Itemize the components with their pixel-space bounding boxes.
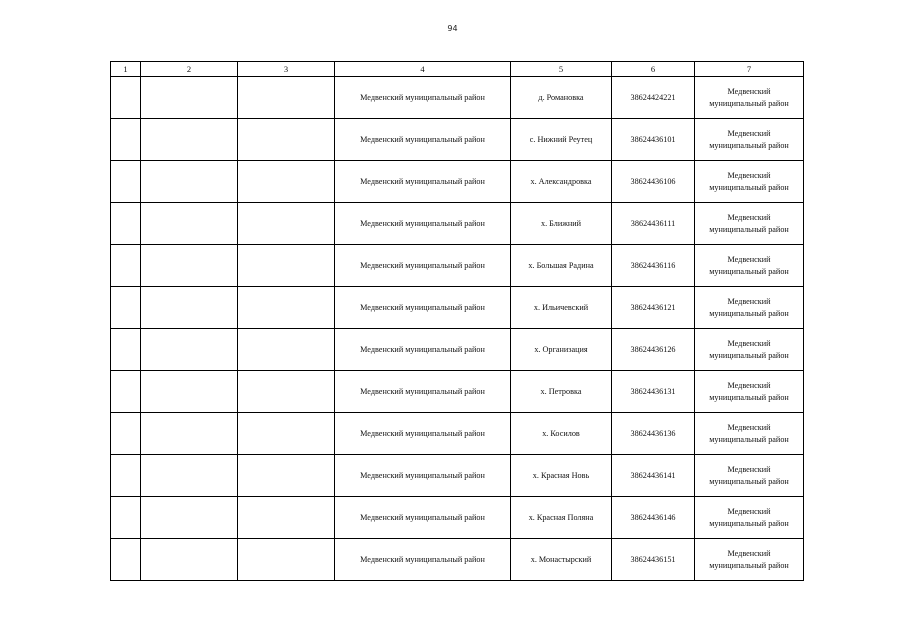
table-cell-c5: х. Большая Радина (511, 245, 612, 287)
table-cell-c6: 38624436126 (612, 329, 695, 371)
table-cell-c6: 38624436146 (612, 497, 695, 539)
table-cell-c4: Медвенский муниципальный район (335, 413, 511, 455)
cell-line: Медвенский (727, 548, 771, 558)
table-cell-c5: х. Красная Поляна (511, 497, 612, 539)
table-row (111, 287, 804, 329)
table-cell-c4: Медвенский муниципальный район (335, 539, 511, 581)
table-row (111, 77, 804, 119)
table-cell-c7 (695, 245, 804, 287)
table-cell-c1 (111, 413, 141, 455)
table-cell-c7 (695, 287, 804, 329)
table-cell-c2 (141, 371, 238, 413)
table-row (111, 539, 804, 581)
table-cell-c3 (238, 329, 335, 371)
table-cell-c5: х. Красная Новь (511, 455, 612, 497)
table-cell-c7 (695, 161, 804, 203)
table-cell-c4: Медвенский муниципальный район (335, 77, 511, 119)
table-row (111, 329, 804, 371)
table-cell-c4: Медвенский муниципальный район (335, 245, 511, 287)
cell-line: муниципальный район (709, 392, 789, 402)
table-cell-c2 (141, 287, 238, 329)
table-cell-c7 (695, 329, 804, 371)
cell-line: муниципальный район (709, 434, 789, 444)
cell-line: муниципальный район (709, 98, 789, 108)
table-cell-c6: 38624436121 (612, 287, 695, 329)
column-header: 3 (238, 62, 335, 77)
table-cell-c6: 38624436131 (612, 371, 695, 413)
cell-line: Медвенский (727, 86, 771, 96)
table-row (111, 455, 804, 497)
table-cell-c4: Медвенский муниципальный район (335, 497, 511, 539)
page-number: 94 (447, 24, 458, 33)
cell-line: муниципальный район (709, 350, 789, 360)
column-header: 6 (612, 62, 695, 77)
table-row (111, 371, 804, 413)
table-row (111, 161, 804, 203)
cell-line: муниципальный район (709, 140, 789, 150)
table-row (111, 413, 804, 455)
table-cell-c2 (141, 329, 238, 371)
table-cell-c7 (695, 497, 804, 539)
table-cell-c3 (238, 161, 335, 203)
registry-table (110, 61, 804, 581)
cell-line: муниципальный район (709, 476, 789, 486)
table-cell-c3 (238, 77, 335, 119)
table-cell-c4: Медвенский муниципальный район (335, 455, 511, 497)
column-header: 5 (511, 62, 612, 77)
cell-line: Медвенский (727, 338, 771, 348)
table-cell-c6: 38624436101 (612, 119, 695, 161)
table-cell-c2 (141, 161, 238, 203)
table-cell-c5: с. Нижний Реутец (511, 119, 612, 161)
table-cell-c4: Медвенский муниципальный район (335, 329, 511, 371)
table-cell-c3 (238, 119, 335, 161)
table-cell-c4: Медвенский муниципальный район (335, 371, 511, 413)
table-cell-c6: 38624436141 (612, 455, 695, 497)
table-cell-c6: 38624424221 (612, 77, 695, 119)
table-cell-c1 (111, 539, 141, 581)
cell-line: Медвенский (727, 464, 771, 474)
cell-line: Медвенский (727, 422, 771, 432)
table-cell-c7 (695, 413, 804, 455)
cell-line: муниципальный район (709, 308, 789, 318)
table-cell-c4: Медвенский муниципальный район (335, 203, 511, 245)
table-cell-c3 (238, 287, 335, 329)
table-cell-c1 (111, 245, 141, 287)
table-cell-c1 (111, 371, 141, 413)
table-row (111, 245, 804, 287)
table-cell-c1 (111, 203, 141, 245)
table-cell-c3 (238, 203, 335, 245)
cell-line: муниципальный район (709, 518, 789, 528)
table-cell-c3 (238, 245, 335, 287)
table-cell-c5: х. Организация (511, 329, 612, 371)
table-cell-c5: д. Романовка (511, 77, 612, 119)
cell-line: Медвенский (727, 380, 771, 390)
cell-line: Медвенский (727, 128, 771, 138)
cell-line: Медвенский (727, 254, 771, 264)
cell-line: муниципальный район (709, 224, 789, 234)
table-cell-c2 (141, 539, 238, 581)
cell-line: Медвенский (727, 212, 771, 222)
cell-line: Медвенский (727, 296, 771, 306)
table-cell-c5: х. Монастырский (511, 539, 612, 581)
table-cell-c7 (695, 203, 804, 245)
table-cell-c2 (141, 203, 238, 245)
table-cell-c6: 38624436116 (612, 245, 695, 287)
table-cell-c1 (111, 329, 141, 371)
cell-line: муниципальный район (709, 560, 789, 570)
table-cell-c6: 38624436136 (612, 413, 695, 455)
cell-line: Медвенский (727, 506, 771, 516)
table-cell-c1 (111, 77, 141, 119)
table-cell-c5: х. Косилов (511, 413, 612, 455)
table-cell-c2 (141, 413, 238, 455)
table-cell-c5: х. Петровка (511, 371, 612, 413)
table-header-row (111, 62, 804, 77)
table-cell-c3 (238, 539, 335, 581)
table-cell-c3 (238, 455, 335, 497)
table-cell-c1 (111, 161, 141, 203)
table-cell-c3 (238, 371, 335, 413)
table-cell-c2 (141, 119, 238, 161)
table-cell-c2 (141, 497, 238, 539)
table-row (111, 497, 804, 539)
cell-line: Медвенский (727, 170, 771, 180)
cell-line: муниципальный район (709, 266, 789, 276)
table-cell-c1 (111, 119, 141, 161)
table-cell-c6: 38624436106 (612, 161, 695, 203)
column-header: 1 (111, 62, 141, 77)
table-cell-c2 (141, 245, 238, 287)
table-cell-c7 (695, 119, 804, 161)
table-cell-c5: х. Александровка (511, 161, 612, 203)
column-header: 2 (141, 62, 238, 77)
table-cell-c2 (141, 455, 238, 497)
table-cell-c5: х. Ближний (511, 203, 612, 245)
table-cell-c6: 38624436151 (612, 539, 695, 581)
table-cell-c4: Медвенский муниципальный район (335, 287, 511, 329)
column-header: 4 (335, 62, 511, 77)
table-cell-c4: Медвенский муниципальный район (335, 119, 511, 161)
table-cell-c7 (695, 455, 804, 497)
table-cell-c2 (141, 77, 238, 119)
table-cell-c1 (111, 497, 141, 539)
cell-line: муниципальный район (709, 182, 789, 192)
table-cell-c7 (695, 539, 804, 581)
table-row (111, 203, 804, 245)
registry-table-body (111, 62, 804, 581)
table-cell-c1 (111, 287, 141, 329)
column-header: 7 (695, 62, 804, 77)
table-cell-c6: 38624436111 (612, 203, 695, 245)
table-cell-c3 (238, 413, 335, 455)
table-cell-c7 (695, 77, 804, 119)
table-row (111, 119, 804, 161)
table-cell-c4: Медвенский муниципальный район (335, 161, 511, 203)
table-cell-c7 (695, 371, 804, 413)
table-cell-c1 (111, 455, 141, 497)
table-cell-c3 (238, 497, 335, 539)
table-cell-c5: х. Ильичевский (511, 287, 612, 329)
